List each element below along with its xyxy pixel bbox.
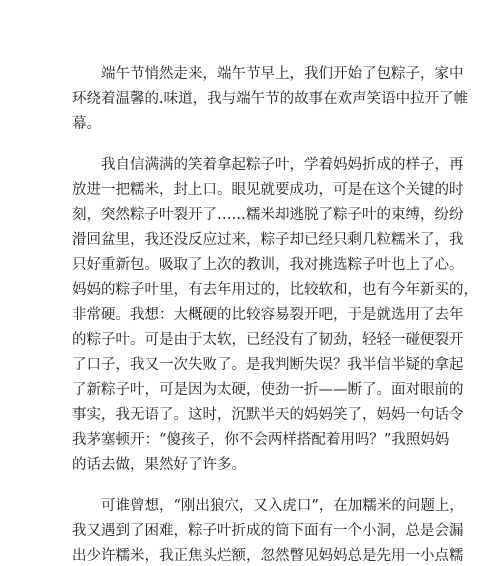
text-line: 了口子，我又一次失败了。是我判断失误？我半信半疑的拿起 [72, 357, 464, 373]
text-line: 我茅塞顿开：“傻孩子，你不会两样搭配着用吗？”我照妈妈 [72, 432, 450, 448]
text-line: 刻，突然粽子叶裂开了……糯米却逃脱了粽子叶的束缚，纷纷 [72, 207, 464, 223]
text-line: 的话去做，果然好了许多。 [72, 457, 246, 473]
text-line: 我又遇到了困难，粽子叶折成的筒下面有一个小洞，总是会漏 [72, 523, 464, 539]
paragraph-gap [72, 137, 424, 153]
text-line: 只好重新包。吸取了上次的教训，我对挑选粽子叶也上了心。 [72, 257, 464, 273]
text-line: 环绕着温馨的.味道，我与端午节的故事在欢声笑语中拉开了帷 [72, 91, 469, 107]
text-line: 了新粽子叶，可是因为太硬，使劲一折——断了。面对眼前的 [72, 382, 464, 398]
text-line: 出少许糯米，我正焦头烂额，忽然瞥见妈妈总是先用一小点糯 [72, 548, 464, 564]
paragraph-1 [72, 62, 469, 137]
text-line: 放进一把糯米，封上口。眼见就要成功，可是在这个关键的时 [72, 182, 464, 198]
text-line: 我自信满满的笑着拿起粽子叶，学着妈妈折成的样子，再 [72, 157, 464, 173]
paragraph-3 [72, 494, 464, 566]
text-line: 端午节悄然走来，端午节早上，我们开始了包粽子，家中 [72, 66, 464, 82]
text-line: 非常硬。我想：大概硬的比较容易裂开吧，于是就选用了去年 [72, 307, 464, 323]
paragraph-2 [72, 153, 478, 478]
text-line: 的粽子叶。可是由于太软，已经没有了韧劲，轻轻一碰便裂开 [72, 332, 464, 348]
text-line: 事实，我无语了。这时，沉默半天的妈妈笑了，妈妈一句话令 [72, 407, 464, 423]
text-line: 滑回盆里，我还没反应过来，粽子却已经只剩几粒糯米了，我 [72, 232, 464, 248]
text-line: 可谁曾想，“刚出狼穴，又入虎口”，在加糯米的问题上， [72, 498, 464, 514]
document-body [72, 62, 478, 566]
text-line: 妈妈的粽子叶里，有去年用过的，比较软和，也有今年新买的， [72, 282, 478, 298]
paragraph-gap [72, 478, 424, 494]
text-line: 幕。 [72, 116, 101, 132]
